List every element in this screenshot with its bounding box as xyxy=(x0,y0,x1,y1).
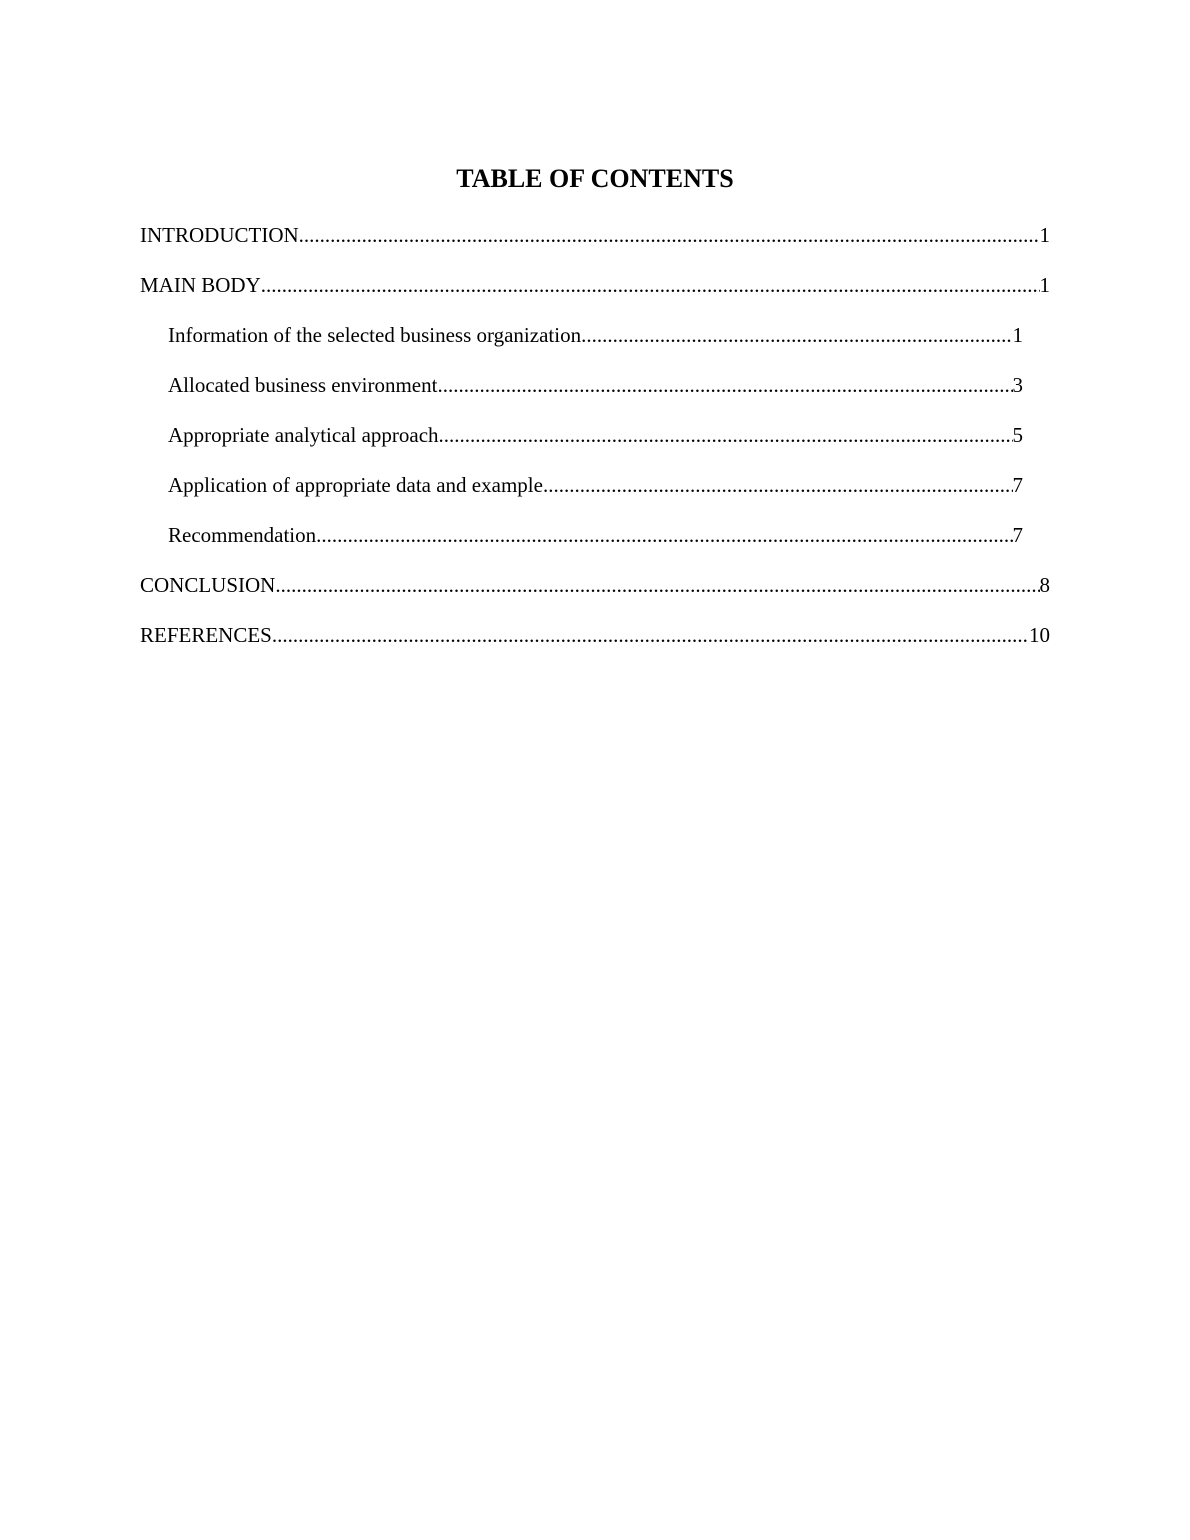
toc-list xyxy=(0,219,1190,669)
toc-dot-leader xyxy=(261,269,1040,301)
toc-dot-leader xyxy=(316,519,1012,551)
toc-entry-analytical-approach[interactable] xyxy=(168,419,1023,469)
toc-entry-introduction[interactable] xyxy=(140,219,1050,269)
toc-entry-label: Application of appropriate data and example xyxy=(168,473,543,497)
toc-entry-page: 5 xyxy=(1012,423,1023,447)
toc-dot-leader xyxy=(275,569,1039,601)
toc-entry-label: CONCLUSION xyxy=(140,573,276,597)
toc-entry-label: Appropriate analytical approach xyxy=(168,423,439,447)
toc-entry-label: INTRODUCTION xyxy=(140,223,299,247)
toc-title: TABLE OF CONTENTS xyxy=(456,164,734,193)
toc-entry-label: MAIN BODY xyxy=(140,273,261,297)
toc-entry-conclusion[interactable] xyxy=(140,569,1050,619)
toc-entry-page: 1 xyxy=(1039,223,1050,247)
toc-entry-page: 1 xyxy=(1012,323,1023,347)
toc-entry-recommendation[interactable] xyxy=(168,519,1023,569)
toc-entry-page: 8 xyxy=(1039,573,1050,597)
toc-entry-page: 1 xyxy=(1039,273,1050,297)
toc-dot-leader xyxy=(543,469,1013,501)
toc-entry-page: 3 xyxy=(1012,373,1023,397)
toc-entry-information-organization[interactable] xyxy=(168,319,1023,369)
toc-entry-page: 7 xyxy=(1012,523,1023,547)
toc-entry-business-environment[interactable] xyxy=(168,369,1023,419)
toc-entry-page: 10 xyxy=(1029,623,1050,647)
toc-entry-page: 7 xyxy=(1012,473,1023,497)
toc-entry-label: REFERENCES xyxy=(140,623,272,647)
toc-entry-label: Recommendation xyxy=(168,523,317,547)
toc-entry-data-and-example[interactable] xyxy=(168,469,1023,519)
toc-entry-label: Allocated business environment xyxy=(168,373,438,397)
toc-dot-leader xyxy=(439,419,1013,451)
toc-dot-leader xyxy=(437,369,1012,401)
toc-entry-main-body[interactable] xyxy=(140,269,1050,319)
toc-dot-leader xyxy=(299,219,1040,251)
toc-entry-label: Information of the selected business organization xyxy=(168,323,582,347)
toc-entry-references[interactable] xyxy=(140,619,1050,669)
toc-dot-leader xyxy=(272,619,1029,651)
toc-dot-leader xyxy=(581,319,1012,351)
